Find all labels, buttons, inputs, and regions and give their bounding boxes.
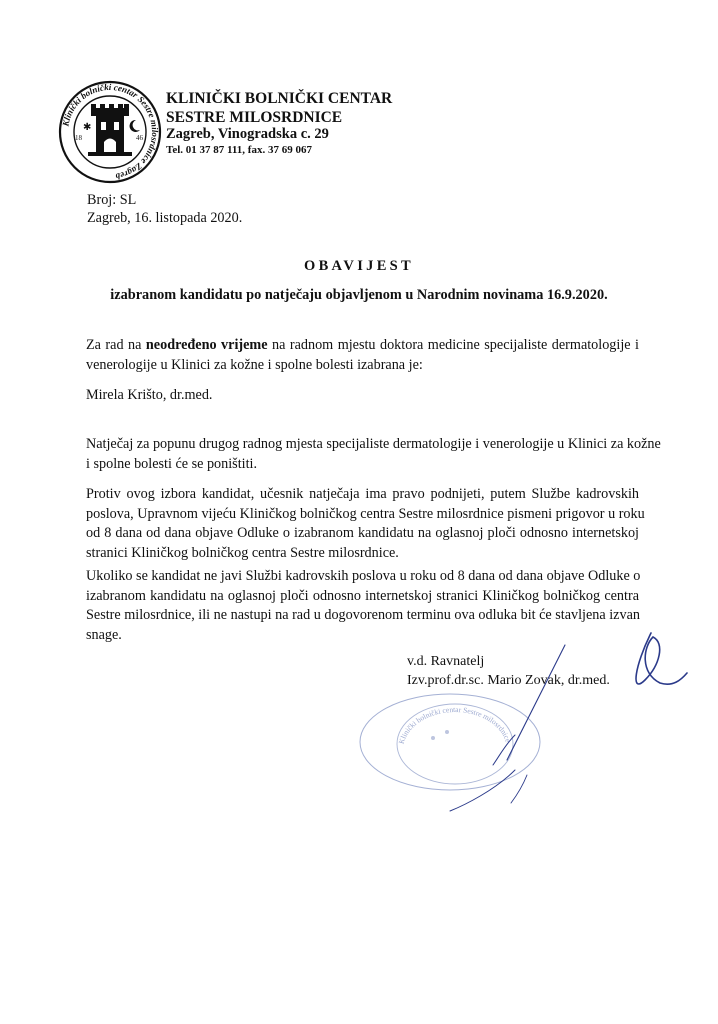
selected-candidate: Mirela Krišto, dr.med.: [86, 387, 213, 403]
paragraph-line: Protiv ovog izbora kandidat, učesnik natječaja ima pravo podnijeti, putem Službe kadrovskih: [86, 486, 639, 502]
notice-title: OBAVIJEST: [303, 258, 415, 274]
paragraph-line: izabranom kandidatu na oglasnoj ploči odnosno internetskoj stranici Kliničkog bolničkog centra: [86, 587, 639, 604]
svg-text:✱: ✱: [83, 122, 92, 133]
signatory-role: v.d. Ravnatelj: [407, 654, 485, 669]
employment-type-emphasis: neodređeno vrijeme: [145, 337, 268, 353]
paragraph-line: i spolne bolesti će se poništiti.: [86, 455, 258, 472]
logo-year-left: 18: [75, 134, 82, 142]
logo-ring-text: Klinički bolnički centar Sestre milosrdnice Zagreb: [60, 81, 161, 182]
paragraph-line: Sestre milosrdnice, ili ne nastupi na rad u dogovorenom terminu ova odluka bit će stavljena izvan: [86, 607, 640, 624]
paragraph-line: venerologije u Klinici za kožne i spolne bolesti izabrana je:: [86, 356, 423, 373]
paragraph-cancellation: [86, 435, 661, 474]
paragraph-line: Ukoliko se kandidat ne javi Službi kadrovskih poslova u roku od 8 dana od dana objave Odluke o: [86, 568, 641, 584]
handwritten-signature: [445, 625, 695, 815]
institution-contact: Tel. 01 37 87 111, fax. 37 69 067: [166, 144, 312, 156]
place-and-date: Zagreb, 16. listopada 2020.: [87, 210, 243, 226]
paragraph-line: Natječaj za popunu drugog radnog mjesta specijaliste dermatologije i venerologije u Klinici za kožne: [86, 436, 661, 452]
logo-year-right: 46: [136, 134, 143, 142]
paragraph-line: stranici Kliničkog bolničkog centra Sestre milosrdnice.: [86, 544, 399, 561]
institution-name-line2: SESTRE MILOSRDNICE: [166, 109, 343, 126]
paragraph-line: od 8 dana od dana objave Odluke o izabranom kandidatu na oglasnoj ploči odnosno internetskoj: [86, 525, 639, 542]
paragraph-line: [86, 336, 639, 356]
paragraph-objection: [86, 485, 645, 563]
stamp-text: Klinički bolnički centar Sestre milosrdnice: [396, 704, 513, 745]
paragraph-selection: [86, 336, 639, 375]
institution-address: Zagreb, Vinogradska c. 29: [166, 126, 329, 142]
reference-number: Broj: SL: [87, 192, 137, 208]
paragraph-line: snage.: [86, 626, 122, 643]
paragraph-line: poslova, Upravnom vijeću Kliničkog bolničkog centra Sestre milosrdnice pismeni prigovor u roku: [86, 505, 645, 522]
p1-rest: na radnom mjestu doktora medicine specijaliste dermatologije i: [272, 337, 639, 353]
hospital-logo: [58, 80, 162, 184]
p1-prefix: Za rad na: [86, 337, 142, 353]
institution-name-line1: KLINIČKI BOLNIČKI CENTAR: [166, 90, 393, 107]
notice-subtitle: izabranom kandidatu po natječaju objavljenom u Narodnim novinama 16.9.2020.: [110, 287, 608, 303]
signatory-name: Izv.prof.dr.sc. Mario Zovak, dr.med.: [407, 673, 610, 688]
